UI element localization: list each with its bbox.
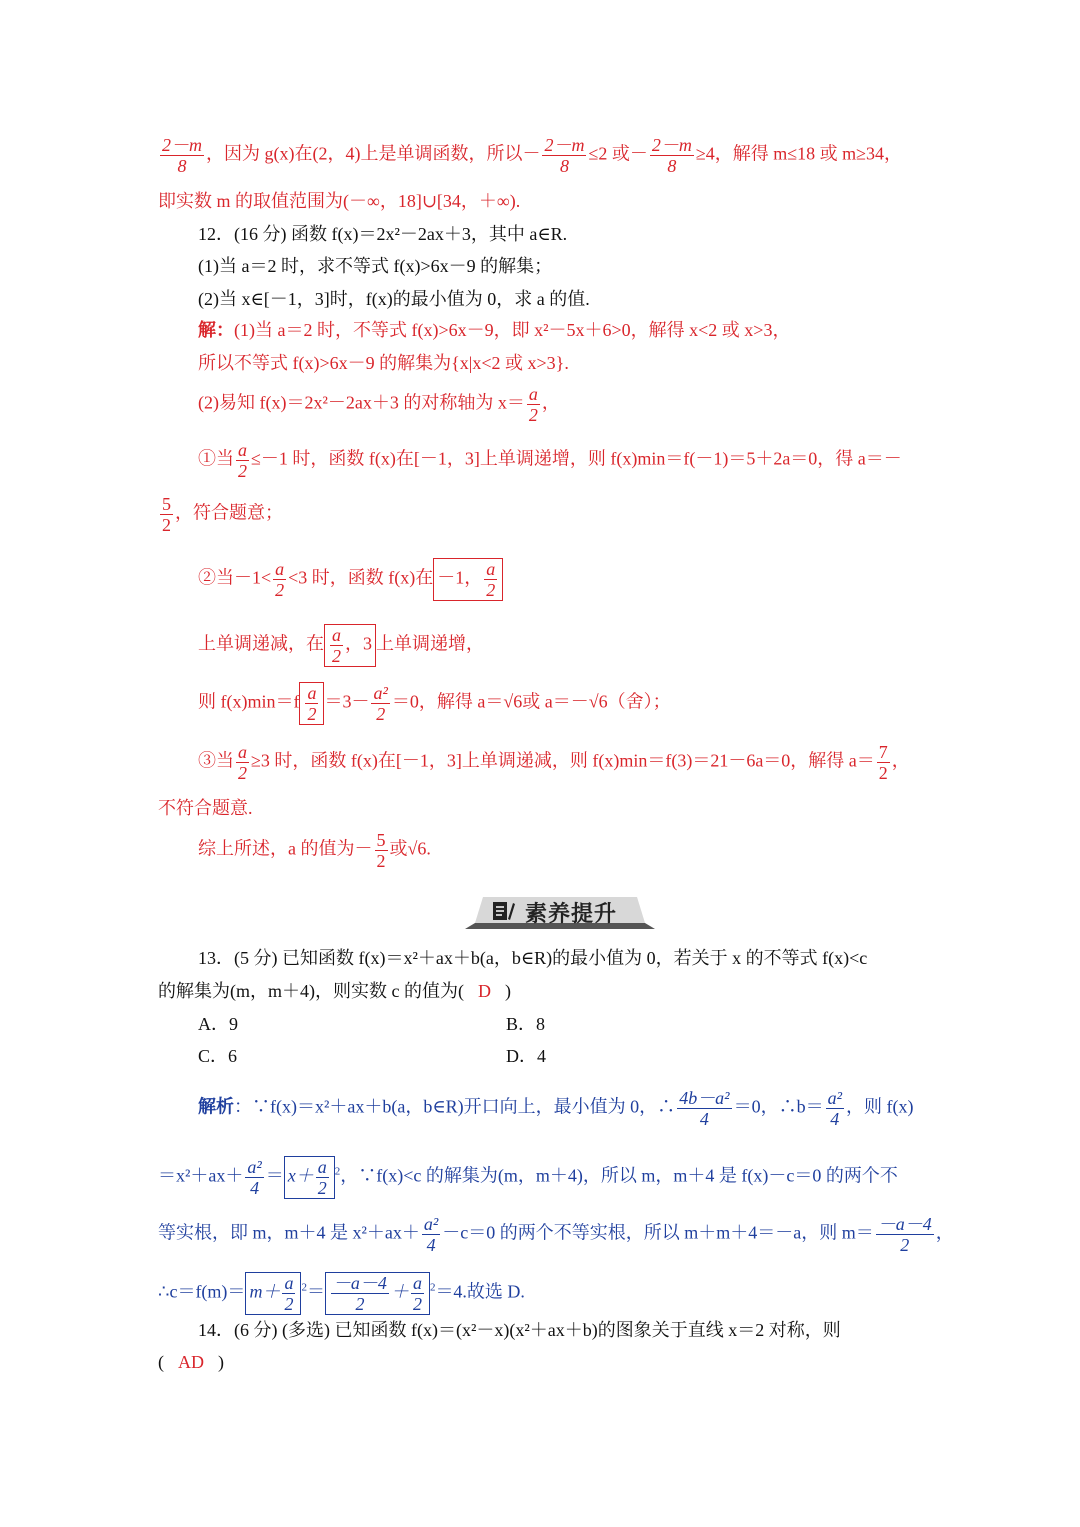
section-title: 素养提升 (525, 902, 618, 927)
q12-case-3-end: 不符合题意. (158, 798, 253, 818)
fraction: $\frac{2-m}{8}$ (544, 135, 585, 176)
q12-solution-1: 解：(1)当 a＝2 时，不等式 f(x)>6x－9，即 x²－5x＋6>0，解得 x<2 或 x>3， (198, 320, 791, 340)
interval-bracket: $\frac{a}{2}$ ，3 (324, 624, 376, 667)
prev-solution-line-1: $\frac{2-m}{8}$ ，因为 g(x)在(2，4)上是单调函数，所以－ $\frac{2-m}{8}$ ≤2 或－ $\frac{2-m}{8}$ ≥4，解得 m≤18 或 m≥34， (162, 135, 903, 176)
q12-part1: (1)当 a＝2 时，求不等式 f(x)>6x－9 的解集； (198, 256, 553, 276)
q13-stem-1: 13．(5 分) 已知函数 f(x)＝x²＋ax＋b(a，b∈R)的最小值为 0，若关于 x 的不等式 f(x)<c (198, 948, 868, 968)
q12-case-1: ①当 $\frac{a}{2}$ ≤－1 时，函数 f(x)在[－1，3]上单调递增，则 f(x)min＝f(－1)＝5＋2a＝0，得 a＝－ (198, 440, 902, 481)
q13-option-d: D．4 (506, 1046, 546, 1066)
q12-case-2b: 上单调递减，在 $\frac{a}{2}$ ，3 上单调递增， (198, 625, 484, 666)
q14-stem-2: ( AD ) (158, 1352, 224, 1372)
q13-option-c: C．6 (198, 1046, 238, 1066)
q14-stem-1: 14．(6 分) (多选) 已知函数 f(x)＝(x²－x)(x²＋ax＋b)的图象关于直线 x＝2 对称，则 (198, 1320, 841, 1340)
fraction: $\frac{2-m}{8}$ (162, 135, 202, 176)
q13-stem-2: 的解集为(m，m＋4)，则实数 c 的值为( D ) (158, 981, 511, 1001)
solution-label: 解： (198, 320, 234, 340)
q13-option-a: A．9 (198, 1014, 238, 1034)
q13-solution-3: 等实根，即 m，m＋4 是 x²＋ax＋ $\frac{\text{a²}}{4}$ －c＝0 的两个不等实根，所以 m＋m＋4＝－a，则 m＝ $\frac{-a-4}{2}$ ， (158, 1214, 954, 1255)
q12-solution-1b: 所以不等式 f(x)>6x－9 的解集为{x|x<2 或 x>3}. (198, 353, 569, 373)
interval-bracket: －1， $\frac{a}{2}$ (433, 558, 503, 601)
q12-case-3: ③当 $\frac{a}{2}$ ≥3 时，函数 f(x)在[－1，3]上单调递减，则 f(x)min＝f(3)＝21－6a＝0，解得 a＝ $\frac{7}{2}$ ， (198, 742, 910, 783)
q12-stem: 12．(16 分) 函数 f(x)＝2x²－2ax＋3，其中 a∈R. (198, 224, 568, 244)
analysis-label: 解析 (198, 1096, 234, 1117)
q12-part2: (2)当 x∈[－1，3]时，f(x)的最小值为 0，求 a 的值. (198, 289, 590, 309)
q14-answer: AD (178, 1352, 204, 1372)
q12-case-2: ②当－1< $\frac{a}{2}$ <3 时，函数 f(x)在 －1， $\frac{a}{2}$ (198, 558, 503, 601)
q13-solution-2: ＝x²＋ax＋ $\frac{\text{a²}}{4}$ ＝ x＋ $\frac{a}{2}$ $^2$，∵f(x)<c 的解集为(m，m＋4)，所以 m，m＋4 是 f(x)－c＝0 的两个不 (158, 1157, 898, 1198)
q13-solution-4: ∴c＝f(m)＝ m＋ $\frac{a}{2}$ $^2$＝ $\frac{-a-4}{2}$ ＋ $\frac{a}{2}$ $^2$＝4.故选 D. (158, 1273, 525, 1314)
q13-answer: D (477, 981, 491, 1001)
q13-solution-1: 解析：∵f(x)＝x²＋ax＋b(a，b∈R)开口向上，最小值为 0，∴ $\frac{\text{4b－a²}}{4}$ ＝0，∴b＝ $\frac{\text{a²}}{4}$ ，则 f(x) (198, 1088, 914, 1129)
prev-solution-line-2: 即实数 m 的取值范围为(－∞，18]∪[34，＋∞). (158, 191, 521, 211)
q13-option-b: B．8 (506, 1014, 546, 1034)
q12-case-1-end: $\frac{5}{2}$ ，符合题意； (162, 494, 283, 535)
q12-summary: 综上所述，a 的值为－ $\frac{5}{2}$ 或√6. (198, 830, 431, 871)
section-heading (465, 893, 655, 929)
q12-case-2c: 则 f(x)min＝f $\frac{a}{2}$ ＝3－ $\frac{\text{a²}}{2}$ ＝0，解得 a＝√6或 a＝－√6（舍）； (198, 683, 671, 724)
fraction: $\frac{2-m}{8}$ (651, 135, 692, 176)
notebook-pen-icon (491, 899, 515, 923)
q12-solution-2: (2)易知 f(x)＝2x²－2ax＋3 的对称轴为 x＝ $\frac{a}{2}$ ， (198, 384, 560, 425)
